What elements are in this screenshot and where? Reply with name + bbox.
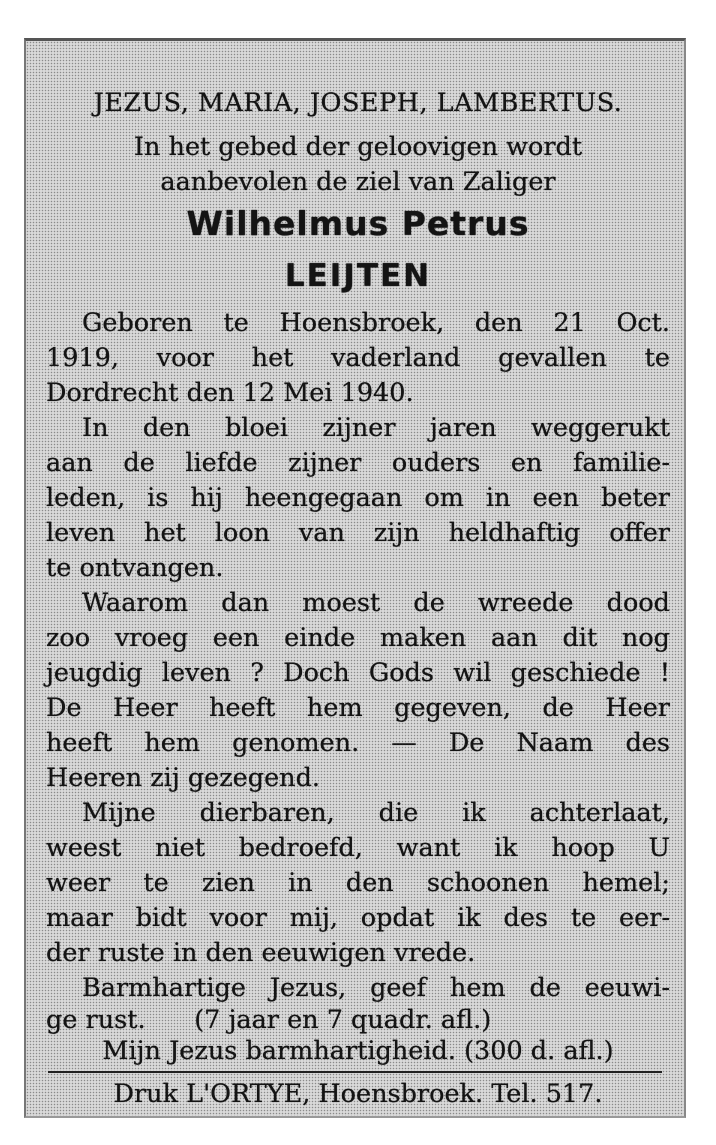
text-line: te ontvangen. xyxy=(46,553,224,583)
text-line: 1919, voor het vaderland gevallen te xyxy=(46,343,670,373)
text-line: leven het loon van zijn heldhaftig offer xyxy=(46,518,670,548)
text-line: aan de liefde zijner ouders en familie- xyxy=(46,448,670,478)
text-line: Waarom dan moest de wreede dood xyxy=(82,588,670,618)
text-line: De Heer heeft hem gegeven, de Heer xyxy=(46,693,670,723)
text-line: der ruste in den eeuwigen vrede. xyxy=(46,938,476,968)
indulgence-line: Mijn Jezus barmhartigheid. (300 d. afl.) xyxy=(102,1036,614,1066)
memorial-card xyxy=(24,38,686,1118)
card-header: JEZUS, MARIA, JOSEPH, LAMBERTUS. xyxy=(93,88,623,118)
text-line: jeugdig leven ? Doch Gods wil geschiede ! xyxy=(46,658,670,688)
text-line: Mijne dierbaren, die ik achterlaat, xyxy=(82,798,670,828)
deceased-name: Wilhelmus Petrus xyxy=(186,204,530,243)
text-line: zoo vroeg een einde maken aan dit nog xyxy=(46,623,670,653)
text-line: heeft hem genomen. — De Naam des xyxy=(46,728,670,758)
deceased-surname: LEIJTEN xyxy=(284,258,432,294)
text-line: In den bloei zijner jaren weggerukt xyxy=(82,413,670,443)
text-line: maar bidt voor mij, opdat ik des te eer- xyxy=(46,903,670,933)
text-line: leden, is hij heengegaan om in een beter xyxy=(46,483,670,513)
text-line: Geboren te Hoensbroek, den 21 Oct. xyxy=(82,308,670,338)
text-line: Heeren zij gezegend. xyxy=(46,763,321,793)
text-line: weest niet bedroefd, want ik hoop U xyxy=(46,833,670,863)
indulgence-line: ge rust. (7 jaar en 7 quadr. afl.) xyxy=(46,1005,492,1035)
intro-line: In het gebed der geloovigen wordt xyxy=(133,132,583,162)
text-line: weer te zien in den schoonen hemel; xyxy=(46,868,670,898)
divider-rule xyxy=(48,1071,662,1073)
text-line: Dordrecht den 12 Mei 1940. xyxy=(46,378,414,408)
intro-line: aanbevolen de ziel van Zaliger xyxy=(160,167,556,197)
printer-line: Druk L'ORTYE, Hoensbroek. Tel. 517. xyxy=(113,1079,603,1109)
text-line: Barmhartige Jezus, geef hem de eeuwi- xyxy=(82,973,670,1003)
